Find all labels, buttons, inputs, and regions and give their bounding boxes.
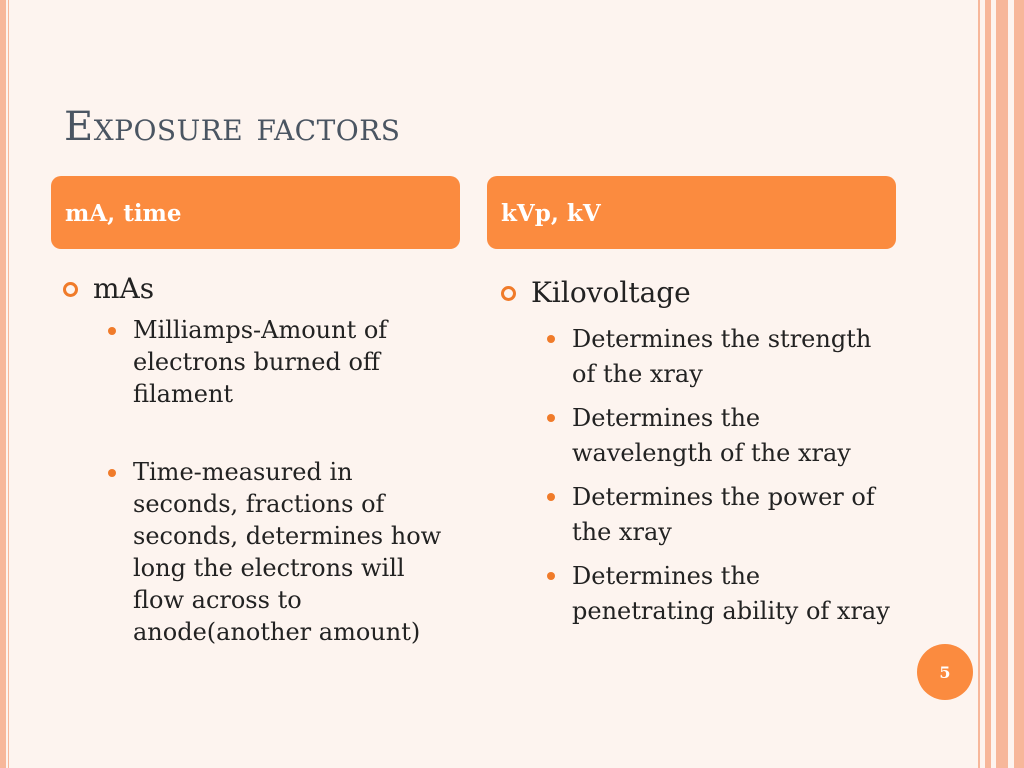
right-main-bullet-text: Kilovoltage bbox=[531, 276, 691, 309]
right-stripe-decoration bbox=[978, 0, 980, 768]
list-item-text: Determines the strength of the xray bbox=[572, 325, 872, 388]
dot-bullet-icon bbox=[547, 493, 555, 501]
left-main-bullet-text: mAs bbox=[93, 272, 155, 305]
right-sub-list bbox=[572, 322, 902, 629]
ring-bullet-icon bbox=[63, 282, 78, 297]
list-item bbox=[133, 456, 453, 648]
left-sub-list bbox=[133, 314, 453, 648]
list-item bbox=[572, 401, 902, 471]
dot-bullet-icon bbox=[547, 414, 555, 422]
right-stripe-decoration bbox=[985, 0, 991, 768]
right-column-header: kVp, kV bbox=[487, 176, 896, 249]
dot-bullet-icon bbox=[108, 469, 116, 477]
list-item-text: Determines the penetrating ability of xray bbox=[572, 562, 890, 625]
list-item-text: Time-measured in seconds, fractions of seconds, determines how long the electrons will flow across to anode(another amount) bbox=[133, 458, 442, 646]
list-item bbox=[133, 314, 453, 410]
list-item-text: Determines the power of the xray bbox=[572, 483, 875, 546]
left-border-decoration bbox=[0, 0, 6, 768]
right-main-bullet bbox=[531, 276, 691, 309]
ring-bullet-icon bbox=[501, 286, 516, 301]
list-item bbox=[572, 480, 902, 550]
slide-title: Exposure factors bbox=[64, 104, 401, 150]
dot-bullet-icon bbox=[547, 335, 555, 343]
list-item-text: Determines the wavelength of the xray bbox=[572, 404, 851, 467]
list-item bbox=[572, 559, 902, 629]
list-item-text: Milliamps-Amount of electrons burned off filament bbox=[133, 316, 388, 408]
list-item bbox=[572, 322, 902, 392]
left-column-header: mA, time bbox=[51, 176, 460, 249]
left-main-bullet bbox=[93, 272, 154, 305]
page-number: 5 bbox=[917, 644, 973, 700]
dot-bullet-icon bbox=[108, 327, 116, 335]
dot-bullet-icon bbox=[547, 572, 555, 580]
right-stripe-decoration bbox=[996, 0, 1008, 768]
right-stripe-decoration bbox=[1014, 0, 1024, 768]
